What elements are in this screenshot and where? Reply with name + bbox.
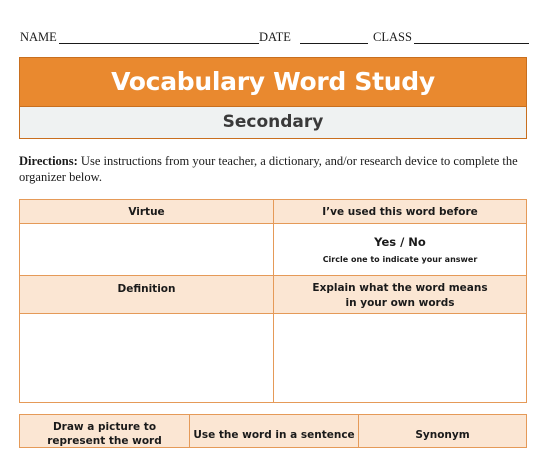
explain-answer-box[interactable] [273,313,527,403]
picture-header-line1: Draw a picture to [52,421,157,433]
word-header: Virtue [19,199,274,224]
name-line[interactable] [59,43,259,44]
date-label: DATE [259,30,291,44]
directions-text: Use instructions from your teacher, a dictionary, and/or research device to complete the organizer below. [19,154,518,184]
used-before-answer-box[interactable] [273,223,527,276]
picture-header [19,414,190,448]
sentence-header: Use the word in a sentence [189,414,359,448]
picture-header-line2: represent the word [47,435,162,447]
directions [19,153,531,185]
date-line[interactable] [300,43,368,44]
student-info-row [20,30,530,44]
explain-header [273,275,527,314]
definition-header: Definition [19,275,274,314]
name-label: NAME [20,30,57,44]
yes-no-choice[interactable]: Yes / No [374,235,426,249]
class-label: CLASS [373,30,412,44]
explain-header-line1: Explain what the word means [312,282,488,294]
used-before-header: I’ve used this word before [273,199,527,224]
word-answer-box[interactable] [19,223,274,276]
page-title: Vocabulary Word Study [19,57,527,107]
synonym-header: Synonym [358,414,527,448]
circle-instruction: Circle one to indicate your answer [322,255,478,264]
explain-header-line2: in your own words [345,297,455,309]
definition-answer-box[interactable] [19,313,274,403]
directions-label: Directions: [19,154,78,168]
class-line[interactable] [414,43,529,44]
page-subtitle: Secondary [19,107,527,139]
